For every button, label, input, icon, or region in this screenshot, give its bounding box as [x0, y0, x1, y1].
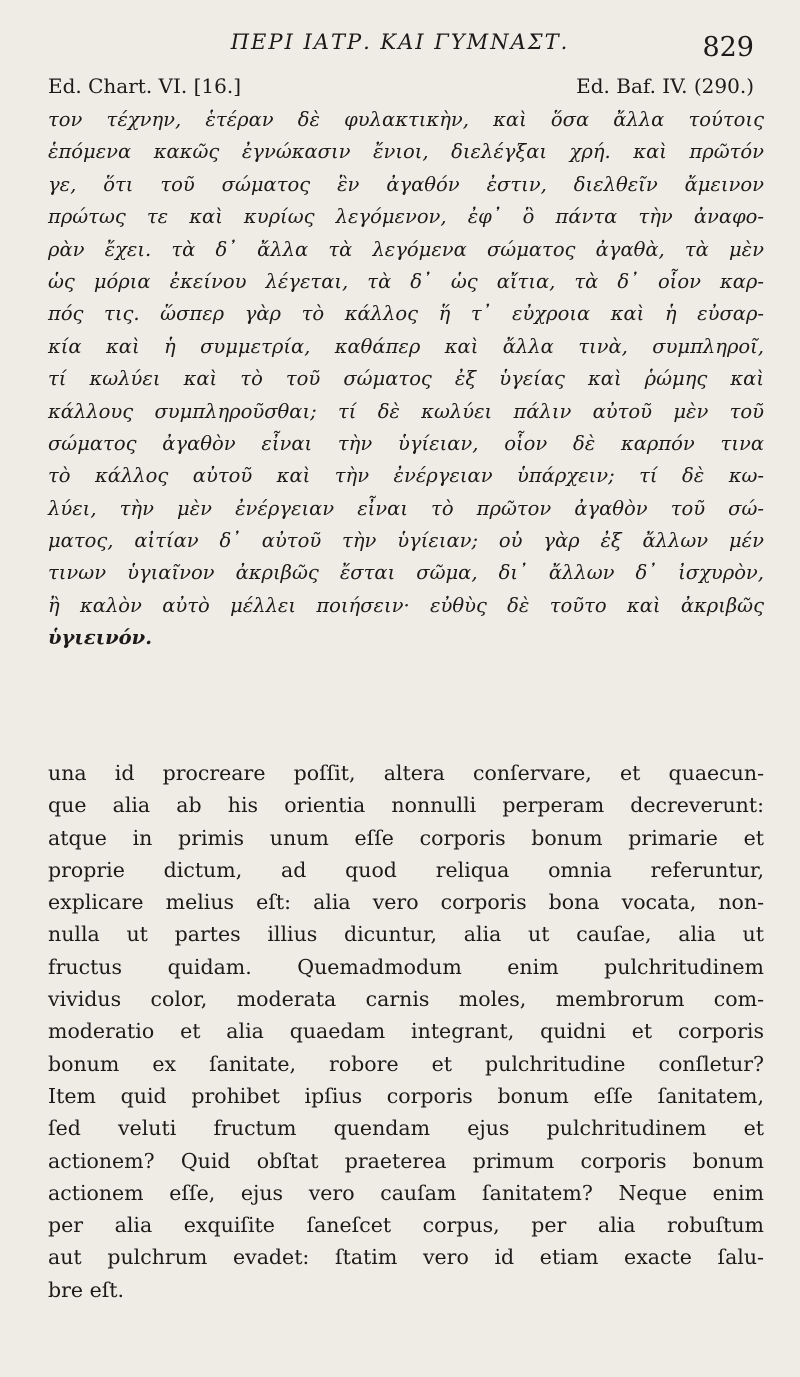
latin-text-line: bonum ex ſanitate, robore et pulchritudine conſletur?: [48, 1051, 764, 1076]
running-title: ΠΕΡΙ ΙΑΤΡ. ΚΑΙ ΓΥΜΝΑΣΤ.: [230, 30, 570, 54]
greek-text-line: τον τέχνην, ἑτέραν δὲ φυλακτικὴν, καὶ ὅσα ἄλλα τούτοις: [48, 108, 764, 131]
greek-text-line: σώματος ἀγαθὸν εἶναι τὴν ὑγίειαν, οἷον δὲ καρπόν τινα: [48, 431, 764, 455]
greek-text-line: ἢ καλὸν αὐτὸ μέλλει ποιήσειν· εὐθὺς δὲ τοῦτο καὶ ἀκριβῶς: [48, 593, 764, 617]
latin-text-line: aut pulchrum evadet: ſtatim vero id etiam exacte ſalu-: [48, 1245, 764, 1270]
greek-text-line: τί κωλύει καὶ τὸ τοῦ σώματος ἐξ ὑγείας καὶ ῥώμης καὶ: [48, 367, 764, 391]
latin-text-line: actionem? Quid obſtat praeterea primum corporis bonum: [48, 1148, 764, 1173]
greek-text-block: [48, 104, 764, 655]
greek-text-line: ὑγιεινόν.: [48, 626, 152, 650]
greek-text-line: τὸ κάλλος αὐτοῦ καὶ τὴν ἐνέργειαν ὑπάρχειν; τί δὲ κω-: [48, 464, 764, 488]
greek-text-line: γε, ὅτι τοῦ σώματος ἓν ἀγαθόν ἐστιν, διελθεῖν ἄμεινον: [48, 172, 764, 196]
edition-reference-line: [48, 74, 754, 102]
latin-text-line: actionem eſſe, ejus vero cauſam ſanitatem? Neque enim: [48, 1180, 764, 1205]
latin-text-line: una id procreare poſſit, altera conſervare, et quaecun-: [48, 761, 764, 785]
latin-text-line: moderatio et alia quaedam integrant, quidni et corporis: [48, 1019, 764, 1044]
latin-text-line: que alia ab his orientia nonnulli perperam decreverunt:: [48, 793, 764, 818]
greek-text-line: ματος, αἰτίαν δ᾽ αὐτοῦ τὴν ὑγίειαν; οὐ γὰρ ἐξ ἄλλων μέν: [48, 529, 764, 553]
greek-text-line: τινων ὑγιαῖνον ἀκριβῶς ἔσται σῶμα, δι᾽ ἄλλων δ᾽ ἰσχυρὸν,: [48, 561, 764, 585]
latin-text-line: fructus quidam. Quemadmodum enim pulchritudinem: [48, 954, 764, 979]
latin-text-line: atque in primis unum eſſe corporis bonum primarie et: [48, 825, 764, 850]
page-number: 829: [702, 32, 754, 63]
latin-text-line: ſed veluti fructum quendam ejus pulchritudinem et: [48, 1116, 764, 1141]
latin-text-line: vividus color, moderata carnis moles, membrorum com-: [48, 987, 764, 1012]
latin-text-block: [48, 757, 764, 1306]
greek-text-line: πρώτως τε καὶ κυρίως λεγόμενον, ἐφ᾽ ὃ πάντα τὴν ἀναφο-: [48, 205, 764, 229]
running-head: [0, 30, 800, 64]
latin-text-line: proprie dictum, ad quod reliqua omnia referuntur,: [48, 857, 764, 882]
edition-reference-basel: Ed. Baf. IV. (290.): [576, 74, 754, 98]
greek-text-line: ἑπόμενα κακῶς ἐγνώκασιν ἔνιοι, διελέγξαι χρή. καὶ πρῶτόν: [48, 140, 764, 164]
greek-text-line: κία καὶ ἡ συμμετρία, καθάπερ καὶ ἄλλα τινὰ, συμπληροῖ,: [48, 334, 764, 358]
greek-text-line: κάλλους συμπληροῦσθαι; τί δὲ κωλύει πάλιν αὐτοῦ μὲν τοῦ: [48, 399, 764, 423]
edition-reference-chartier: Ed. Chart. VI. [16.]: [48, 74, 242, 98]
latin-text-line: per alia exquiſite ſaneſcet corpus, per alia robuſtum: [48, 1213, 764, 1238]
latin-text-line: bre eſt.: [48, 1277, 125, 1302]
greek-text-line: ὡς μόρια ἐκείνου λέγεται, τὰ δ᾽ ὡς αἴτια, τὰ δ᾽ οἷον καρ-: [48, 269, 764, 293]
greek-text-line: λύει, τὴν μὲν ἐνέργειαν εἶναι τὸ πρῶτον ἀγαθὸν τοῦ σώ-: [48, 496, 764, 520]
latin-text-line: Item quid prohibet ipſius corporis bonum eſſe ſanitatem,: [48, 1083, 764, 1108]
greek-text-line: ρὰν ἔχει. τὰ δ᾽ ἄλλα τὰ λεγόμενα σώματος ἀγαθὰ, τὰ μὲν: [48, 237, 764, 261]
greek-text-line: πός τις. ὥσπερ γὰρ τὸ κάλλος ἥ τ᾽ εὐχροια καὶ ἡ εὐσαρ-: [48, 302, 764, 326]
latin-text-line: explicare melius eſt: alia vero corporis bona vocata, non-: [48, 890, 764, 915]
latin-text-line: nulla ut partes illius dicuntur, alia ut cauſae, alia ut: [48, 922, 764, 947]
